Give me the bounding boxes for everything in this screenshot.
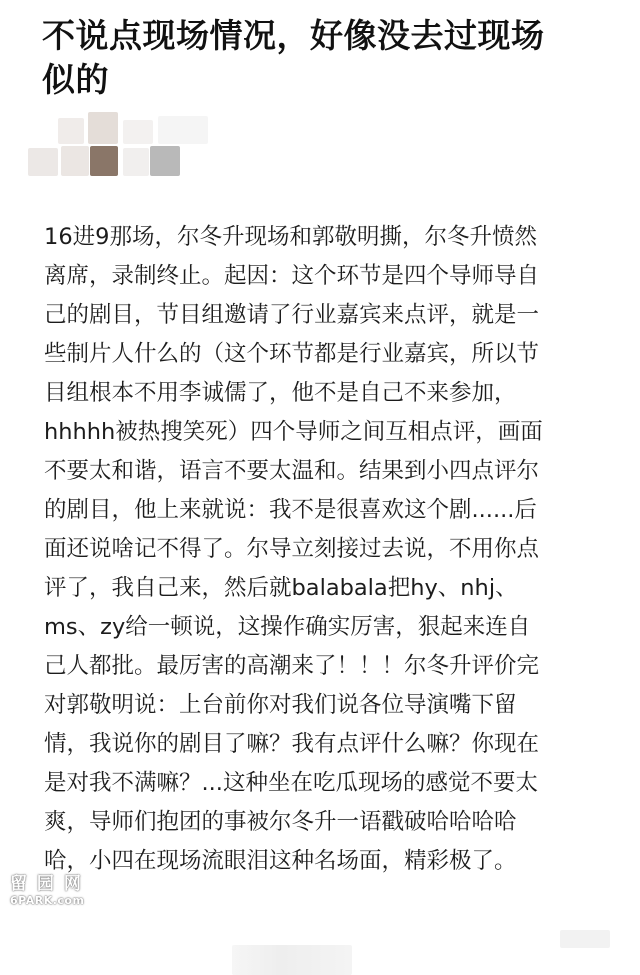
blurred-username-part: [123, 120, 153, 144]
blurred-avatar-part: [28, 148, 58, 176]
post-body-line: 情，我说你的剧目了嘛？我有点评什么嘛？你现在: [44, 731, 540, 757]
post-body-line: 16进9那场，尔冬升现场和郭敬明撕，尔冬升愤然: [44, 224, 537, 250]
post-body-line: 目组根本不用李诚儒了，他不是自己不来参加，: [44, 380, 517, 406]
blurred-username-part: [150, 146, 180, 176]
blurred-avatar-part: [58, 118, 84, 144]
watermark-bottom-text: 6PARK.com: [10, 894, 85, 907]
post-title-line-2: 似的: [42, 60, 109, 99]
blurred-footer-part: [560, 930, 610, 948]
post-body-line: 些制片人什么的（这个环节都是行业嘉宾，所以节: [44, 341, 540, 367]
post-body-line: ms、zy给一顿说，这操作确实厉害，狠起来连自: [44, 614, 531, 640]
post-body-line: 评了，我自己来，然后就balabala把hy、nhj、: [44, 575, 518, 601]
blurred-footer-part: [232, 945, 352, 975]
post-title: [42, 14, 612, 102]
author-info-blurred[interactable]: [28, 112, 228, 182]
post-body-line: 面还说啥记不得了。尔导立刻接过去说，不用你点: [44, 536, 540, 562]
post-body-line: 哈，小四在现场流眼泪这种名场面，精彩极了。: [44, 848, 517, 874]
post-body-line: 爽，导师们抱团的事被尔冬升一语戳破哈哈哈哈: [44, 809, 517, 835]
blurred-avatar-part: [88, 112, 118, 144]
blurred-avatar-part: [90, 146, 118, 176]
post-body-line: 不要太和谐，语言不要太温和。结果到小四点评尔: [44, 458, 540, 484]
blurred-username-part: [123, 148, 149, 176]
blurred-avatar-part: [61, 146, 89, 176]
post-body-line: 对郭敬明说：上台前你对我们说各位导演嘴下留: [44, 692, 517, 718]
post-body-line: 离席，录制终止。起因：这个环节是四个导师导自: [44, 263, 540, 289]
post-body-line: 己人都批。最厉害的高潮来了！！！尔冬升评价完: [44, 653, 540, 679]
watermark-top-text: 留 园 网: [10, 874, 83, 894]
blurred-username-part: [158, 116, 208, 144]
post-body-line: hhhhh被热搜笑死）四个导师之间互相点评，画面: [44, 419, 543, 445]
post-body-line: 是对我不满嘛？...这种坐在吃瓜现场的感觉不要太: [44, 770, 538, 796]
post-body-line: 的剧目，他上来就说：我不是很喜欢这个剧......后: [44, 497, 537, 523]
post-body-line: 己的剧目，节目组邀请了行业嘉宾来点评，就是一: [44, 302, 540, 328]
site-watermark: [10, 874, 100, 908]
post-title-line-1: 不说点现场情况，好像没去过现场: [42, 16, 545, 55]
post-body: [44, 218, 604, 881]
